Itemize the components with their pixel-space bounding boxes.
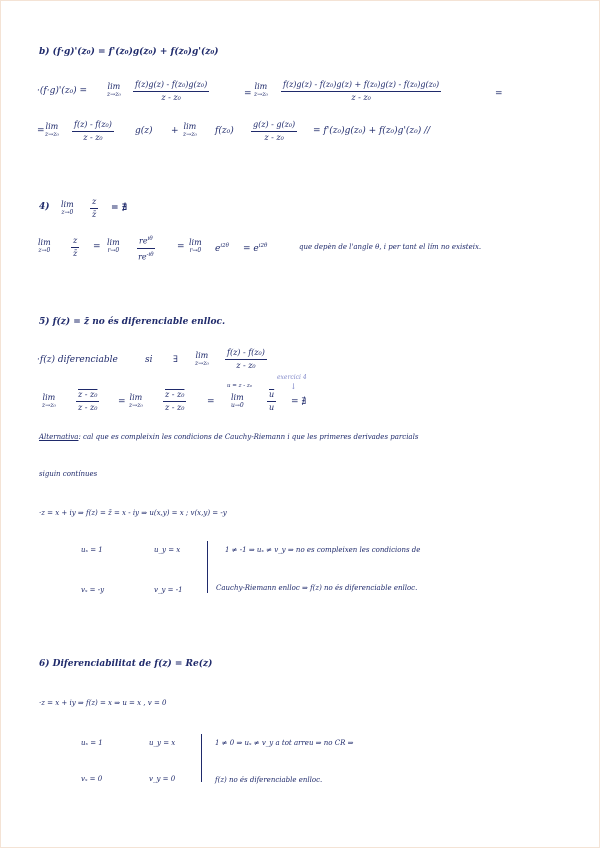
fraction: $\frac{\text{z - z₀}}{\text{z - z₀}}$ (78, 390, 98, 412)
cauchy-riemann-conclusion: 1 ≠ 0 ⇒ uₓ ≠ v_y a tot arreu ⇒ no CR ⇒ (215, 739, 354, 747)
limit-operator: lim r→0 (107, 238, 120, 254)
limit-operator: lim z→z₀ (195, 351, 209, 367)
limit-operator: lim r→0 (189, 238, 202, 254)
equals-sign: = (118, 397, 126, 407)
limit-operator: lim z→z₀ (129, 393, 143, 409)
equals-sign: = (93, 242, 101, 252)
exponential: = $e^{i2\theta}$ (243, 243, 268, 254)
fraction: $\frac{\overline{u}}{u}$ (269, 390, 275, 412)
partial-derivative: u_y = x (154, 546, 181, 554)
substitution-note: u = z - z₀ (227, 383, 253, 389)
alternative-continuation: siguin contínues (39, 470, 98, 478)
product-rule-lhs: ·(f·g)'(z₀) = (37, 86, 88, 96)
cauchy-riemann-conclusion: 1 ≠ -1 ⇒ uₓ ≠ v_y ⇒ no es compleixen les condicions de (225, 546, 421, 554)
brace (207, 541, 208, 593)
exponential: $e^{i2\theta}$ (215, 243, 229, 254)
does-not-exist: = ∄ (291, 397, 307, 407)
exists-symbol: ∃ (173, 355, 178, 365)
equals-sign: = (177, 242, 185, 252)
expression: f(z₀) (215, 126, 234, 136)
limit-comment: que depèn de l'angle θ, i per tant el lím no existeix. (299, 243, 482, 251)
limit-operator: lim u→0 (231, 393, 244, 409)
exercise-6-header: 6) Diferenciabilitat de f(z) = Re(z) (39, 659, 213, 669)
fraction: $\frac{z}{z̄}$ (73, 236, 78, 258)
decomposition-line: ·z = x + iy ⇒ f(z) = z̄ = x - iy ⇒ u(x,y) = x ; v(x,y) = -y (39, 509, 227, 517)
plus-sign: + (171, 126, 179, 136)
does-not-exist: = ∄ (111, 203, 128, 213)
expression: g(z) (135, 126, 153, 136)
fraction: $\frac{\text{g(z) - g(z₀)}}{\text{z - z₀}}$ (253, 120, 296, 142)
partial-derivative: vₓ = -y (81, 586, 105, 594)
limit-operator: lim z→0 (38, 238, 51, 254)
fraction: $\frac{\text{z - z₀}}{\text{z - z₀}}$ (165, 390, 185, 412)
exercise-5-header: 5) f(z) = z̄ no és diferenciable enlloc. (39, 317, 226, 327)
fraction: $\frac{\text{f(z) - f(z₀)}}{\text{z - z₀}}$ (74, 120, 112, 142)
fraction: $\frac{z}{z̄}$ (92, 197, 97, 219)
equals-sign: = (244, 89, 252, 99)
alternative-line: Alternativa: cal que es compleixin les condicions de Cauchy-Riemann i que les primeres derivades parcials (39, 433, 419, 441)
partial-derivative: u_y = x (149, 739, 176, 747)
cauchy-riemann-conclusion: f(z) no és diferenciable enlloc. (215, 776, 323, 784)
limit-operator: lim z→z₀ (254, 82, 268, 98)
if-text: si (145, 355, 153, 365)
down-arrow-icon: ↓ (290, 382, 297, 391)
brace (201, 734, 202, 782)
product-rule-result: = f'(z₀)g(z₀) + f(z₀)g'(z₀) // (313, 126, 431, 136)
partial-derivative: uₓ = 1 (81, 546, 103, 554)
partial-derivative: vₓ = 0 (81, 775, 103, 783)
product-rule-header: b) (f·g)'(z₀) = f'(z₀)g(z₀) + f(z₀)g'(z₀) (39, 47, 219, 57)
partial-derivative: v_y = 0 (149, 775, 176, 783)
cauchy-riemann-conclusion: Cauchy-Riemann enlloc ⇒ f(z) no és diferenciable enlloc. (216, 584, 418, 592)
limit-operator: lim z→0 (61, 200, 74, 216)
decomposition-line: ·z = x + iy ⇒ f(z) = x ⇒ u = x , v = 0 (39, 699, 167, 707)
fraction: $\frac{\text{f(z)g(z) - f(z₀)g(z) + f(z₀)g(z) - f(z₀)g(z₀)}}{\text{z - z₀}}$ (283, 80, 440, 102)
partial-derivative: uₓ = 1 (81, 739, 103, 747)
limit-operator: lim z→z₀ (183, 122, 197, 138)
exercise-reference-note: exercici 4 (277, 374, 307, 381)
fraction: $\frac{\text{f(z) - f(z₀)}}{\text{z - z₀}}$ (227, 348, 265, 370)
partial-derivative: v_y = -1 (154, 586, 183, 594)
fraction: $re^{i\theta}$ $re^{-i\theta}$ (138, 236, 154, 262)
equals-sign: = (495, 89, 503, 99)
limit-operator: lim z→z₀ (107, 82, 121, 98)
limit-operator: lim z→z₀ (45, 122, 59, 138)
equals-sign: = (207, 397, 215, 407)
equals-sign: = (37, 126, 45, 136)
differentiable-text: ·f(z) diferenciable (37, 355, 118, 365)
limit-operator: lim z→z₀ (42, 393, 56, 409)
fraction: $\frac{\text{f(z)g(z) - f(z₀)g(z₀)}}{\text{z - z₀}}$ (135, 80, 208, 102)
exercise-4-number: 4) (39, 202, 50, 212)
